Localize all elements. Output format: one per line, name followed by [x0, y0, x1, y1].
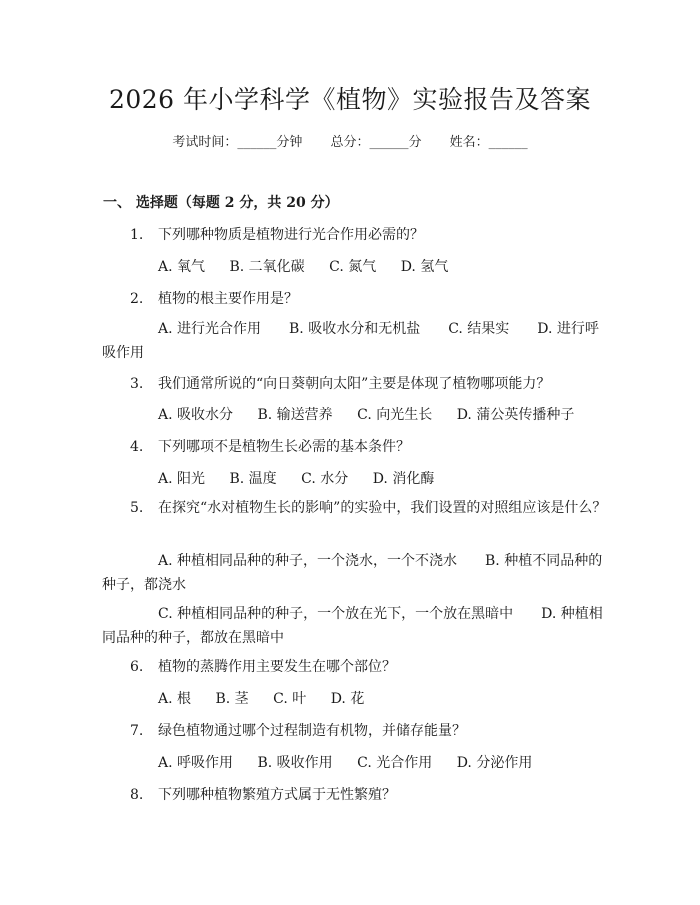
- question-6-options: [158, 688, 384, 708]
- question-5-options-cd: C. 种植相同品种的种子，一个放在光下，一个放在黑暗中 D. 种植相同品种的种子，都放在黑暗中: [102, 606, 603, 646]
- question-4: [130, 436, 410, 456]
- question-3-options: [158, 404, 594, 424]
- question-7: [130, 720, 466, 740]
- question-number: 8.: [130, 787, 144, 803]
- question-text: 下列哪种物质是植物进行光合作用必需的？: [158, 227, 424, 243]
- option-b: B. 温度: [229, 471, 277, 487]
- question-2-options-text: A. 进行光合作用 B. 吸收水分和无机盐 C. 结果实 D. 进行呼吸作用: [102, 321, 599, 361]
- exam-meta: [0, 131, 700, 150]
- question-7-options: [158, 752, 552, 772]
- option-d: D. 蒲公英传播种子: [456, 407, 575, 423]
- question-text: 我们通常所说的“向日葵朝向太阳”主要是体现了植物哪项能力？: [158, 376, 551, 392]
- question-3: [130, 373, 550, 393]
- option-c: C. 叶: [273, 691, 307, 707]
- question-4-options: [158, 468, 454, 488]
- question-text: 绿色植物通过哪个过程制造有机物，并储存能量？: [158, 723, 466, 739]
- question-text: 植物的蒸腾作用主要发生在哪个部位？: [158, 659, 396, 675]
- option-a: A. 呼吸作用: [158, 755, 234, 771]
- option-b: B. 二氧化碳: [229, 259, 305, 275]
- question-6: [130, 656, 396, 676]
- option-b: B. 茎: [215, 691, 249, 707]
- question-number: 3.: [130, 376, 144, 392]
- exam-score: 总分：______分: [330, 135, 422, 150]
- question-number: 7.: [130, 723, 144, 739]
- option-b: B. 吸收作用: [257, 755, 333, 771]
- option-a: A. 阳光: [158, 471, 206, 487]
- question-5: [102, 496, 607, 520]
- exam-name: 姓名：______: [449, 135, 528, 150]
- option-d: D. 分泌作用: [456, 755, 533, 771]
- option-d: D. 氢气: [400, 259, 449, 275]
- question-1-options: [158, 256, 468, 276]
- exam-time: 考试时间：______分钟: [172, 135, 303, 150]
- question-number: 4.: [130, 439, 144, 455]
- question-number: 6.: [130, 659, 144, 675]
- option-a: A. 根: [158, 691, 192, 707]
- question-1: [130, 224, 424, 244]
- question-text: 下列哪项不是植物生长必需的基本条件？: [158, 439, 410, 455]
- option-c: C. 水分: [301, 471, 349, 487]
- question-number: 5.: [130, 500, 144, 516]
- option-a: A. 氧气: [158, 259, 206, 275]
- question-5-options-ab: A. 种植相同品种的种子，一个浇水，一个不浇水 B. 种植不同品种的种子，都浇水: [102, 553, 603, 593]
- question-number: 2.: [130, 291, 144, 307]
- question-8: [130, 784, 396, 804]
- question-text: 植物的根主要作用是？: [158, 291, 298, 307]
- option-d: D. 消化酶: [372, 471, 435, 487]
- page-title: 2026 年小学科学《植物》实验报告及答案: [108, 85, 592, 114]
- option-c: C. 光合作用: [357, 755, 433, 771]
- option-d: D. 花: [330, 691, 365, 707]
- option-a: A. 吸收水分: [158, 407, 234, 423]
- section-heading: 一、 选择题（每题 2 分，共 20 分）: [103, 195, 339, 211]
- option-c: C. 向光生长: [357, 407, 433, 423]
- question-number: 1.: [130, 227, 144, 243]
- option-c: C. 氮气: [329, 259, 377, 275]
- option-b: B. 输送营养: [257, 407, 333, 423]
- question-text: 下列哪种植物繁殖方式属于无性繁殖？: [158, 787, 396, 803]
- question-text: 在探究“水对植物生长的影响”的实验中，我们设置的对照组应该是什么？: [158, 500, 607, 516]
- question-2: [130, 288, 298, 308]
